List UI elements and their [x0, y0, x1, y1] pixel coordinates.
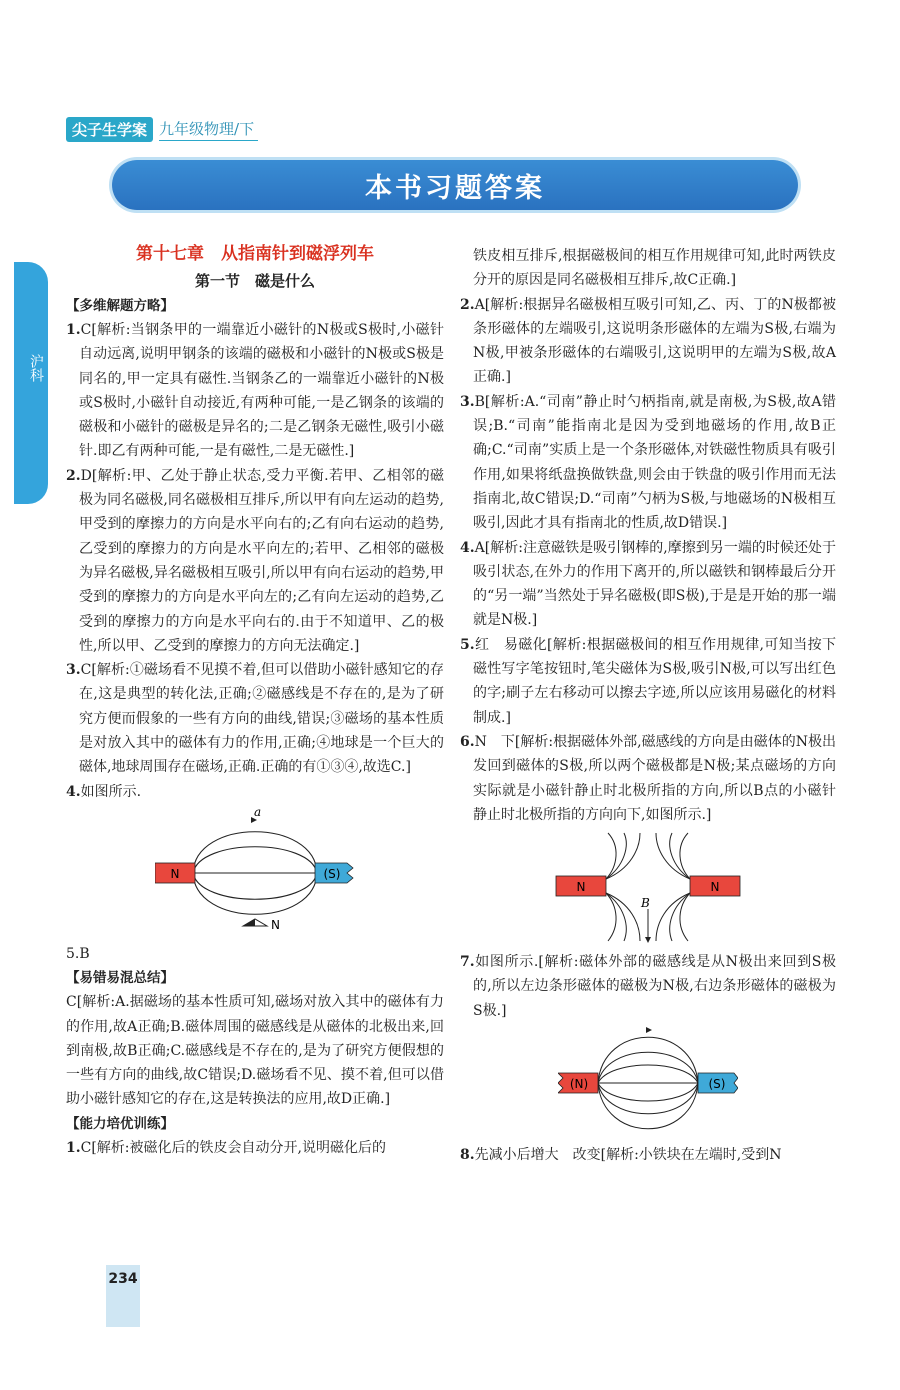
n-s-field-figure — [558, 1027, 738, 1139]
answer-item: 4.A[解析:注意磁铁是吸引钢棒的,摩擦到另一端的时候还处于吸引状态,在外力的作用下离开的,所以磁铁和钢棒最后分开的“另一端”当然处于异名磁极(即S极),于是是开始的那一端就是N极.] — [460, 539, 836, 629]
brand-badge: 尖子生学案 — [66, 117, 153, 142]
side-tab-label: 沪科 — [28, 354, 44, 382]
answer-item: 4.如图所示. — [66, 783, 142, 800]
answer-item: 7.如图所示.[解析:磁体外部的磁感线是从N极出来回到S极的,所以左边条形磁体的磁极为N极,右边条形磁体的磁极为S极.] — [460, 954, 836, 1019]
page-number-box — [106, 1265, 140, 1327]
two-north-poles-figure — [548, 831, 748, 946]
book-subtitle: 九年级物理/下 — [159, 118, 258, 141]
banner-title: 本书习题答案 — [365, 172, 545, 204]
chapter-title: 第十七章 从指南针到磁浮列车 — [136, 244, 374, 264]
answer-item: 1.C[解析:被磁化后的铁皮会自动分开,说明磁化后的 — [66, 1139, 386, 1156]
fig7-left-label: (N) — [569, 1077, 589, 1092]
answer-item: 8.先减小后增大 改变[解析:小铁块在左端时,受到N — [460, 1147, 782, 1164]
continued-paragraph: 铁皮相互排斥,根据磁极间的相互作用规律可知,此时两铁皮分开的原因是同名磁极相互排斥,故C正确.] — [473, 248, 836, 289]
page-number: 234 — [108, 1271, 138, 1287]
answer-item: 5.B — [66, 945, 90, 962]
fig4-a-label: a — [254, 807, 262, 819]
answer-item: 1.C[解析:当钢条甲的一端靠近小磁针的N极或S极时,小磁针自动远离,说明甲钢条的该端的磁极和小磁针的N极或S极是同名的,甲一定具有磁性.当钢条乙的一端靠近小磁针的N极或S极时,小磁针自动接近,有两种可能,一是乙钢条的该端的磁极和小磁针的磁极是异名的;二是乙钢条无磁性,吸引小磁针.即乙有两种可能,一是有磁性,二是无磁性.] — [66, 322, 444, 460]
side-tab — [14, 262, 48, 504]
fig4-n-label: N — [170, 866, 180, 881]
fig6-point-label: B — [641, 896, 650, 911]
answer-item: 2.D[解析:甲、乙处于静止状态,受力平衡.若甲、乙相邻的磁极为同名磁极,同名磁极相互排斥,所以甲有向左运动的趋势,甲受到的摩擦力的方向是水平向右的;乙有向右运动的趋势,乙受到的摩擦力的方向是水平向左的;若甲、乙相邻的磁极为异名磁极,异名磁极相互吸引,所以甲有向右运动的趋势,甲受到的摩擦力的方向是水平向左的;乙有向左运动的趋势,乙受到的摩擦力的方向是水平向右的.由于不知道甲、乙的极性,所以甲、乙受到的摩擦力的方向无法确定.] — [66, 467, 444, 654]
magnet-field-figure — [155, 808, 355, 938]
answer-item: 5.红 易磁化[解析:根据磁极间的相互作用规律,可知当按下磁性写字笔按钮时,笔尖磁体为S极,吸引N极,可以写出红色的字;刷子左右移动可以擦去字迹,所以应该用易磁化的材料制成.] — [460, 636, 836, 726]
fig7-right-label: (S) — [708, 1077, 726, 1092]
left-column — [66, 240, 444, 1160]
heading-mistakes: 【易错易混总结】 — [66, 970, 174, 987]
fig6-left-label: N — [576, 880, 586, 895]
brand-header — [66, 117, 258, 142]
answer-item: 3.B[解析:A.“司南”静止时勺柄指南,就是南极,为S极,故A错误;B.“司南”能指南北是因为受到地磁场的作用,故B正确;C.“司南”实质上是一个条形磁体,对铁磁性物质具有吸引作用,如果将纸盘换做铁盘,则会由于铁盘的吸引作用而无法指南北,故C错误;D.“司南”勺柄为S极,与地磁场的N极相互吸引,因此才具有指南北的性质,故D错误.] — [460, 393, 836, 532]
answer-item: 2.A[解析:根据异名磁极相互吸引可知,乙、丙、丁的N极都被条形磁体的左端吸引,这说明条形磁体的左端为S极,右端为N极,甲被条形磁体的右端吸引,这说明甲的左端为S极,故A正确.] — [460, 296, 836, 386]
title-banner — [112, 160, 798, 210]
fig6-right-label: N — [710, 880, 720, 895]
section-title: 第一节 磁是什么 — [194, 272, 315, 290]
heading-training: 【能力培优训练】 — [66, 1115, 174, 1132]
heading-methods: 【多维解题方略】 — [66, 298, 174, 314]
answer-item: 3.C[解析:①磁场看不见摸不着,但可以借助小磁针感知它的存在,这是典型的转化法,正确;②磁感线是不存在的,是为了研究方便而假象的一些有方向的曲线,错误;③磁场的基本性质是对放入其中的磁体有力的作用,正确;④地球是一个巨大的磁体,地球周围存在磁场,正确.正确的有①③④,故选C.] — [66, 662, 444, 776]
fig4-bottom-label: N — [271, 917, 280, 932]
answer-item: 6.N 下[解析:根据磁体外部,磁感线的方向是由磁体的N极出发回到磁体的S极,所以两个磁极都是N极;某点磁场的方向实际就是小磁针静止时北极所指的方向,所以B点的小磁针静止时北极所指的方向向下,如图所示.] — [460, 733, 836, 823]
mistakes-paragraph: C[解析:A.据磁场的基本性质可知,磁场对放入其中的磁体有力的作用,故A正确;B.磁体周围的磁感线是从磁体的北极出来,回到南极,故B正确;C.磁感线是不存在的,是为了研究方便假想的一些有方向的曲线,故C错误;D.磁场看不见、摸不着,但可以借助小磁针感知它的存在,这是转换法的应用,故D正确.] — [66, 994, 444, 1108]
right-column — [460, 244, 836, 1167]
fig4-s-label: (S) — [323, 866, 341, 881]
